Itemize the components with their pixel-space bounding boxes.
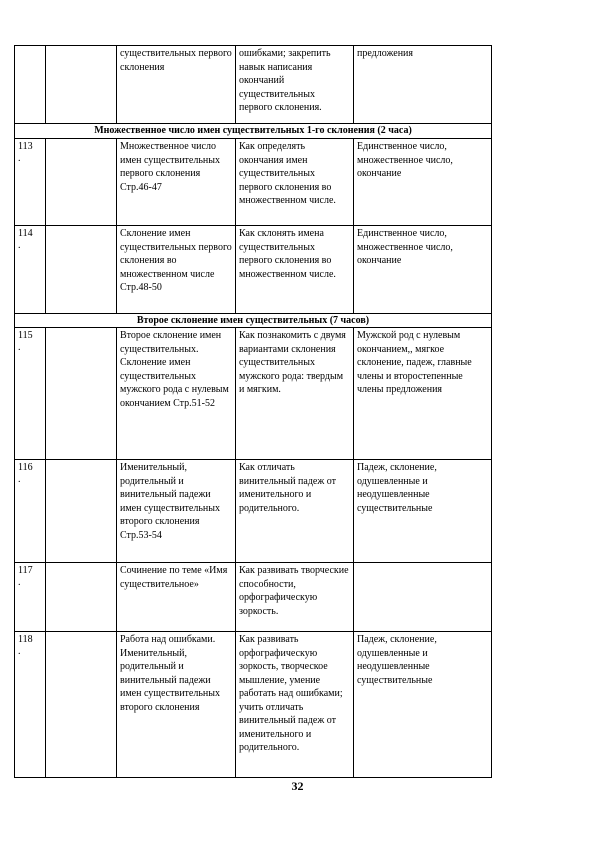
terms-cell: Единственное число, множественное число, окончание <box>354 226 492 314</box>
lesson-number-cell <box>15 632 46 778</box>
date-cell <box>46 139 117 226</box>
table-row <box>15 226 492 314</box>
lesson-number-cell <box>15 139 46 226</box>
lesson-number: 116 <box>18 462 33 473</box>
lesson-number-dot: . <box>18 239 21 251</box>
topic-cell: существительных первого склонения <box>117 46 236 124</box>
goal-cell: Как развивать творческие способности, орфографическую зоркость. <box>236 563 354 632</box>
section-title: Второе склонение имен существительных (7 часов) <box>15 314 492 328</box>
table-row <box>15 632 492 778</box>
topic-cell: Склонение имен существительных первого склонения во множественном числе Стр.48-50 <box>117 226 236 314</box>
date-cell <box>46 226 117 314</box>
table-row <box>15 46 492 124</box>
topic-cell: Именительный, родительный и винительный падежи имен существительных второго склонения Стр.53-54 <box>117 460 236 563</box>
lesson-number-cell <box>15 226 46 314</box>
lesson-number: 114 <box>18 228 33 239</box>
goal-cell: Как определять окончания имен существительных первого склонения во множественном числе. <box>236 139 354 226</box>
table-row <box>15 328 492 460</box>
goal-cell: ошибками; закрепить навык написания окончаний существительных первого склонения. <box>236 46 354 124</box>
section-header-row <box>15 124 492 139</box>
lesson-number-cell <box>15 328 46 460</box>
terms-cell <box>354 563 492 632</box>
lesson-number-dot: . <box>18 576 21 588</box>
topic-cell: Множественное число имен существительных первого склонения Стр.46-47 <box>117 139 236 226</box>
goal-cell: Как отличать винительный падеж от именительного и родительного. <box>236 460 354 563</box>
section-header-row <box>15 314 492 328</box>
date-cell <box>46 328 117 460</box>
lesson-number-cell <box>15 563 46 632</box>
terms-cell: Единственное число, множественное число, окончание <box>354 139 492 226</box>
date-cell <box>46 46 117 124</box>
terms-cell: Мужской род с нулевым окончанием,, мягкое склонение, падеж, главные члены и второстепенные члены предложения <box>354 328 492 460</box>
table-row <box>15 460 492 563</box>
goal-cell: Как познакомить с двумя вариантами склонения существительных мужского рода: твердым и мягким. <box>236 328 354 460</box>
table-row <box>15 563 492 632</box>
date-cell <box>46 632 117 778</box>
lesson-number-dot: . <box>18 341 21 353</box>
lesson-number-dot: . <box>18 152 21 164</box>
goal-cell: Как развивать орфографическую зоркость, творческое мышление, умение работать над ошибками; учить отличать винительный падеж от именительного и родительного. <box>236 632 354 778</box>
topic-cell: Работа над ошибками. Именительный, родительный и винительный падежи имен существительных второго склонения <box>117 632 236 778</box>
topic-cell: Сочинение по теме «Имя существительное» <box>117 563 236 632</box>
lesson-number: 118 <box>18 634 33 645</box>
lesson-number-cell <box>15 460 46 563</box>
terms-cell: предложения <box>354 46 492 124</box>
goal-cell: Как склонять имена существительных первого склонения во множественном числе. <box>236 226 354 314</box>
lesson-number-dot: . <box>18 473 21 485</box>
terms-cell: Падеж, склонение, одушевленные и неодушевленные существительные <box>354 632 492 778</box>
lesson-number: 117 <box>18 565 33 576</box>
date-cell <box>46 563 117 632</box>
lesson-number-dot: . <box>18 645 21 657</box>
table-row <box>15 139 492 226</box>
page-number: 32 <box>291 779 304 793</box>
lesson-number-cell <box>15 46 46 124</box>
topic-cell: Второе склонение имен существительных. Склонение имен существительных мужского рода с нулевым окончанием Стр.51-52 <box>117 328 236 460</box>
section-title: Множественное число имен существительных 1-го склонения (2 часа) <box>15 124 492 139</box>
terms-cell: Падеж, склонение, одушевленные и неодушевленные существительные <box>354 460 492 563</box>
lesson-plan-table <box>14 45 492 778</box>
lesson-number: 113 <box>18 141 33 152</box>
lesson-number: 115 <box>18 330 33 341</box>
date-cell <box>46 460 117 563</box>
